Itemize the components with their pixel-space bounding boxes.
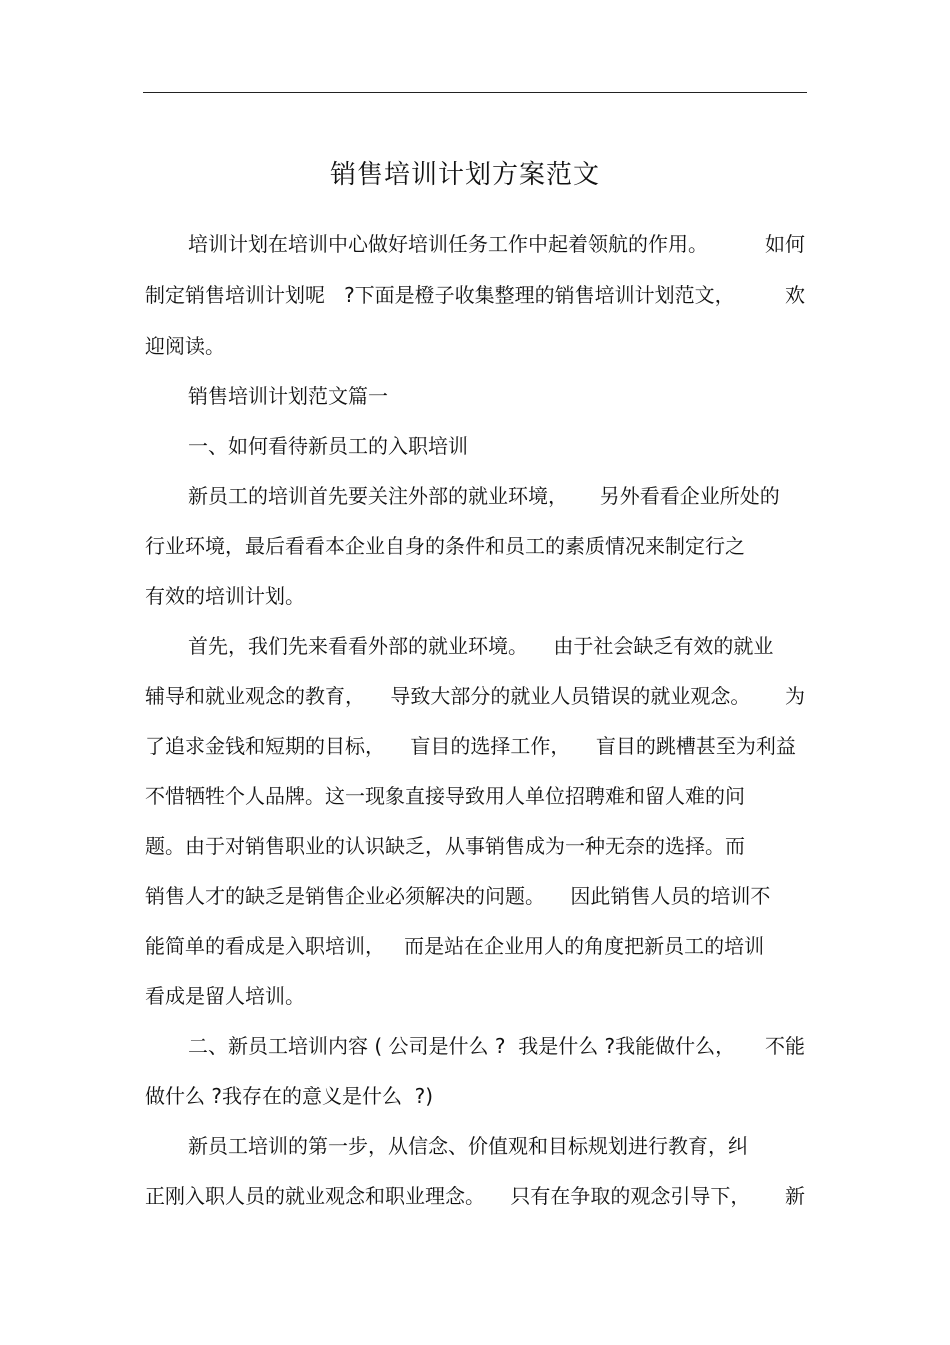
- text-line: 不惜牺牲个人品牌。这一现象直接导致用人单位招聘难和留人难的问: [145, 784, 745, 808]
- text-line-end: 新: [785, 1184, 805, 1208]
- text-line: 销售人才的缺乏是销售企业必须解决的问题。 因此销售人员的培训不: [145, 884, 771, 908]
- text-line: 首先，我们先来看看外部的就业环境。 由于社会缺乏有效的就业: [188, 634, 774, 658]
- text-line: 制定销售培训计划呢 ?下面是橙子收集整理的销售培训计划范文，: [145, 283, 735, 307]
- text-line: 做什么 ?我存在的意义是什么 ?): [145, 1084, 434, 1108]
- text-line: 正刚入职人员的就业观念和职业理念。 只有在争取的观念引导下，: [145, 1184, 751, 1208]
- text-line: 了追求金钱和短期的目标， 盲目的选择工作， 盲目的跳槽甚至为利益: [145, 734, 796, 758]
- text-line: 新员工培训的第一步，从信念、价值观和目标规划进行教育，纠: [188, 1134, 748, 1158]
- text-line: 题。由于对销售职业的认识缺乏，从事销售成为一种无奈的选择。而: [145, 834, 745, 858]
- section-heading: 一、如何看待新员工的入职培训: [188, 434, 468, 458]
- section-heading: 二、新员工培训内容 ( 公司是什么 ? 我是什么 ?我能做什么，: [188, 1034, 736, 1058]
- text-line-end: 欢: [785, 283, 805, 307]
- text-line: 新员工的培训首先要关注外部的就业环境， 另外看看企业所处的: [188, 484, 780, 508]
- text-line: 培训计划在培训中心做好培训任务工作中起着领航的作用。: [188, 232, 708, 256]
- text-line: 看成是留人培训。: [145, 984, 305, 1008]
- text-line-end: 不能: [765, 1034, 805, 1058]
- text-line-end: 为: [785, 684, 805, 708]
- text-line: 行业环境，最后看看本企业自身的条件和员工的素质情况来制定行之: [145, 534, 745, 558]
- section-heading: 销售培训计划范文篇一: [188, 384, 388, 408]
- text-line-end: 如何: [765, 232, 805, 256]
- text-line: 能简单的看成是入职培训， 而是站在企业用人的角度把新员工的培训: [145, 934, 765, 958]
- document-title: 销售培训计划方案范文: [329, 160, 600, 190]
- text-line: 辅导和就业观念的教育， 导致大部分的就业人员错误的就业观念。: [145, 684, 751, 708]
- text-line: 有效的培训计划。: [145, 584, 305, 608]
- header-rule: [143, 92, 807, 93]
- text-line: 迎阅读。: [145, 334, 225, 358]
